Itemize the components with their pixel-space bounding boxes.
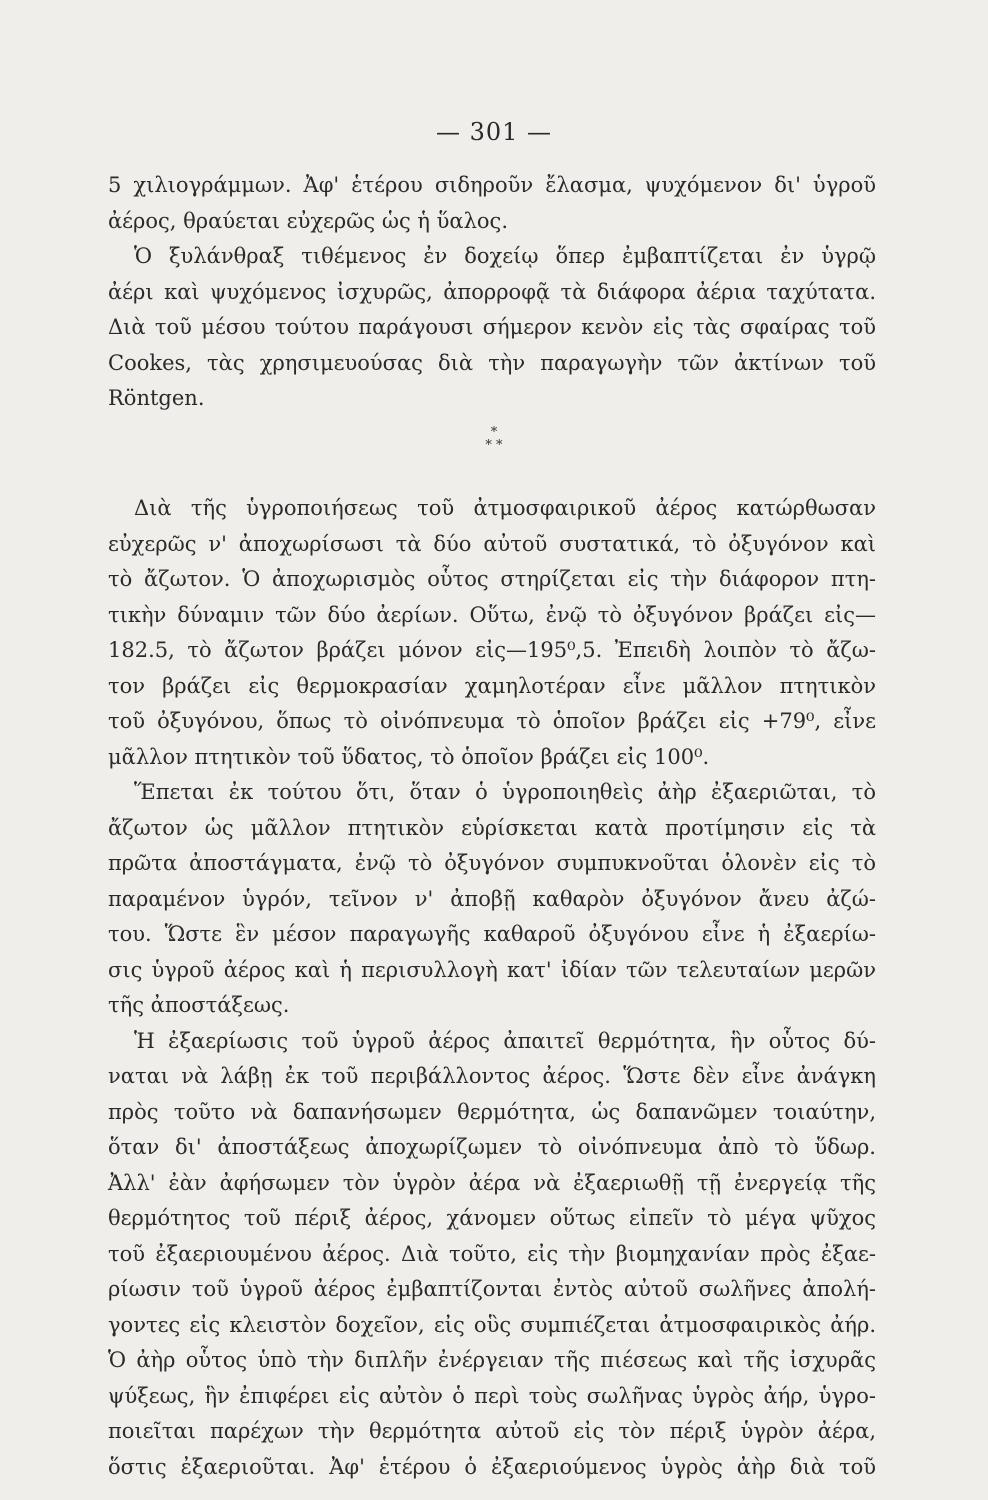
- text-line: ποιεῖται παρέχων τὴν θερμότητα αὐτοῦ εἰς τὸν πέριξ ὑγρὸν ἀέρα,: [108, 1419, 876, 1443]
- text-line: ἀέρος, θραύεται εὐχερῶς ὡς ἡ ὕαλος.: [108, 208, 508, 233]
- text-line: τοῦ ἐξαεριουμένου ἀέρος. Διὰ τοῦτο, εἰς τὴν βιομηχανίαν πρὸς ἐξαε-: [108, 1241, 876, 1266]
- text-line: Ὁ ξυλάνθραξ τιθέμενος ἐν δοχείῳ ὅπερ ἐμβαπτίζεται ἐν ὑγρῷ: [134, 244, 876, 268]
- text-line: Cookes, τὰς χρησιμευούσας διὰ τὴν παραγωγὴν τῶν ἀκτίνων τοῦ: [108, 350, 876, 375]
- text-line: γοντες εἰς κλειστὸν δοχεῖον, εἰς οὓς συμπιέζεται ἀτμοσφαιρικὸς ἀήρ.: [108, 1312, 876, 1337]
- asterism-stars: * *: [485, 438, 503, 453]
- text-line: ὅταν δι' ἀποστάξεως ἀποχωρίζωμεν τὸ οἰνόπνευμα ἀπὸ τὸ ὕδωρ.: [108, 1135, 876, 1159]
- text-line: τὸ ἄζωτον. Ὁ ἀποχωρισμὸς οὗτος στηρίζεται εἰς τὴν διάφορον πτη-: [108, 567, 876, 591]
- text-line: ναται νὰ λάβῃ ἐκ τοῦ περιβάλλοντος ἀέρος. Ὥστε δὲν εἶνε ἀνάγκη: [108, 1064, 876, 1088]
- text-line: μᾶλλον πτητικὸν τοῦ ὕδατος, τὸ ὁποῖον βράζει εἰς 100⁰.: [108, 744, 710, 769]
- text-line: Διὰ τῆς ὑγροποιήσεως τοῦ ἀτμοσφαιρικοῦ ἀέρος κατώρθωσαν: [134, 496, 876, 520]
- text-line: Ὁ ἀὴρ οὗτος ὑπὸ τὴν διπλῆν ἐνέργειαν τῆς πιέσεως καὶ τῆς ἰσχυρᾶς: [108, 1348, 876, 1372]
- text-line: Röntgen.: [108, 386, 205, 410]
- text-line: ρίωσιν τοῦ ὑγροῦ ἀέρος ἐμβαπτίζονται ἐντὸς αὐτοῦ σωλῆνες ἀπολή-: [108, 1277, 876, 1301]
- text-line: ἀέρι καὶ ψυχόμενος ἰσχυρῶς, ἀπορροφᾷ τὰ διάφορα ἀέρια ταχύτατα.: [108, 279, 876, 304]
- text-line: εὐχερῶς ν' ἀποχωρίσωσι τὰ δύο αὐτοῦ συστατικά, τὸ ὀξυγόνον καὶ: [108, 531, 876, 556]
- text-block-top: [108, 168, 876, 417]
- page-number: — 301 —: [435, 118, 553, 146]
- text-line: ὅστις ἐξαεριοῦται. Ἀφ' ἑτέρου ὁ ἐξαεριούμενος ὑγρὸς ἀὴρ διὰ τοῦ: [108, 1454, 876, 1479]
- asterism-star: *: [490, 425, 498, 440]
- text-line: παραμένον ὑγρόν, τεῖνον ν' ἀποβῇ καθαρὸν ὀξυγόνον ἄνευ ἀζώ-: [108, 886, 876, 911]
- text-line: ἄζωτον ὡς μᾶλλον πτητικὸν εὑρίσκεται κατὰ προτίμησιν εἰς τὰ: [108, 815, 876, 840]
- text-line: σις ὑγροῦ ἀέρος καὶ ἡ περισυλλογὴ κατ' ἰδίαν τῶν τελευταίων μερῶν: [108, 957, 876, 982]
- text-line: Ἡ ἐξαερίωσις τοῦ ὑγροῦ ἀέρος ἀπαιτεῖ θερμότητα, ἣν οὗτος δύ-: [134, 1028, 876, 1053]
- text-line: 5 χιλιογράμμων. Ἀφ' ἑτέρου σιδηροῦν ἔλασμα, ψυχόμενον δι' ὑγροῦ: [108, 173, 876, 197]
- section-asterism: [0, 426, 988, 452]
- text-block-main: [108, 491, 876, 1485]
- text-line: 182.5, τὸ ἄζωτον βράζει μόνον εἰς—195⁰,5. Ἐπειδὴ λοιπὸν τὸ ἄζω-: [108, 638, 876, 662]
- text-line: πρὸς τοῦτο νὰ δαπανήσωμεν θερμότητα, ὡς δαπανῶμεν τοιαύτην,: [108, 1099, 876, 1124]
- text-line: ψύξεως, ἣν ἐπιφέρει εἰς αὐτὸν ὁ περὶ τοὺς σωλῆνας ὑγρὸς ἀήρ, ὑγρο-: [108, 1383, 876, 1408]
- text-line: πρῶτα ἀποστάγματα, ἐνῷ τὸ ὀξυγόνον συμπυκνοῦται ὁλονὲν εἰς τὸ: [108, 851, 876, 875]
- text-line: τικὴν δύναμιν τῶν δύο ἀερίων. Οὕτω, ἐνῷ τὸ ὀξυγόνον βράζει εἰς—: [108, 602, 876, 627]
- text-line: τοῦ ὀξυγόνου, ὅπως τὸ οἰνόπνευμα τὸ ὁποῖον βράζει εἰς +79⁰, εἶνε: [108, 709, 876, 733]
- text-line: τῆς ἀποστάξεως.: [108, 993, 290, 1017]
- text-line: Διὰ τοῦ μέσου τούτου παράγουσι σήμερον κενὸν εἰς τὰς σφαίρας τοῦ: [108, 315, 876, 339]
- text-line: του. Ὥστε ἓν μέσον παραγωγῆς καθαροῦ ὀξυγόνου εἶνε ἡ ἐξαερίω-: [108, 922, 876, 946]
- text-line: Ἕπεται ἐκ τούτου ὅτι, ὅταν ὁ ὑγροποιηθεὶς ἀὴρ ἐξαεριῶται, τὸ: [134, 780, 876, 804]
- text-line: τον βράζει εἰς θερμοκρασίαν χαμηλοτέραν εἶνε μᾶλλον πτητικὸν: [108, 673, 876, 698]
- text-line: θερμότητος τοῦ πέριξ ἀέρος, χάνομεν οὕτως εἰπεῖν τὸ μέγα ψῦχος: [108, 1206, 876, 1230]
- text-line: Ἀλλ' ἐὰν ἀφήσωμεν τὸν ὑγρὸν ἀέρα νὰ ἐξαεριωθῇ τῇ ἐνεργείᾳ τῆς: [108, 1170, 876, 1195]
